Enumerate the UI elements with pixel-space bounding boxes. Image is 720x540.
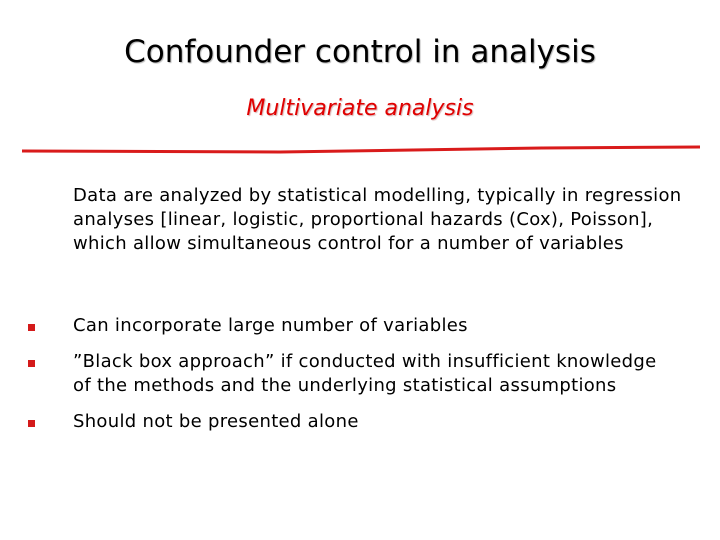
bullet-item <box>28 314 678 338</box>
square-bullet-icon <box>28 420 35 427</box>
bullet-list <box>28 314 678 434</box>
bullet-text: ”Black box approach” if conducted with insufficient knowledge of the methods and the underlying statistical assumptions <box>73 351 657 396</box>
square-bullet-icon <box>28 324 35 331</box>
square-bullet-icon <box>28 360 35 367</box>
bullet-item <box>28 410 678 434</box>
bullet-text: Can incorporate large number of variables <box>73 315 468 336</box>
title-divider <box>22 144 700 156</box>
intro-paragraph: Data are analyzed by statistical modelling, typically in regression analyses [linear, logistic, proportional hazards (Cox), Poisson], which allow simultaneous control for a number of variables <box>73 185 682 254</box>
bullet-item <box>28 350 678 398</box>
bullet-text: Should not be presented alone <box>73 411 359 432</box>
slide-title: Confounder control in analysis <box>124 34 596 70</box>
slide-subtitle: Multivariate analysis <box>246 96 474 121</box>
